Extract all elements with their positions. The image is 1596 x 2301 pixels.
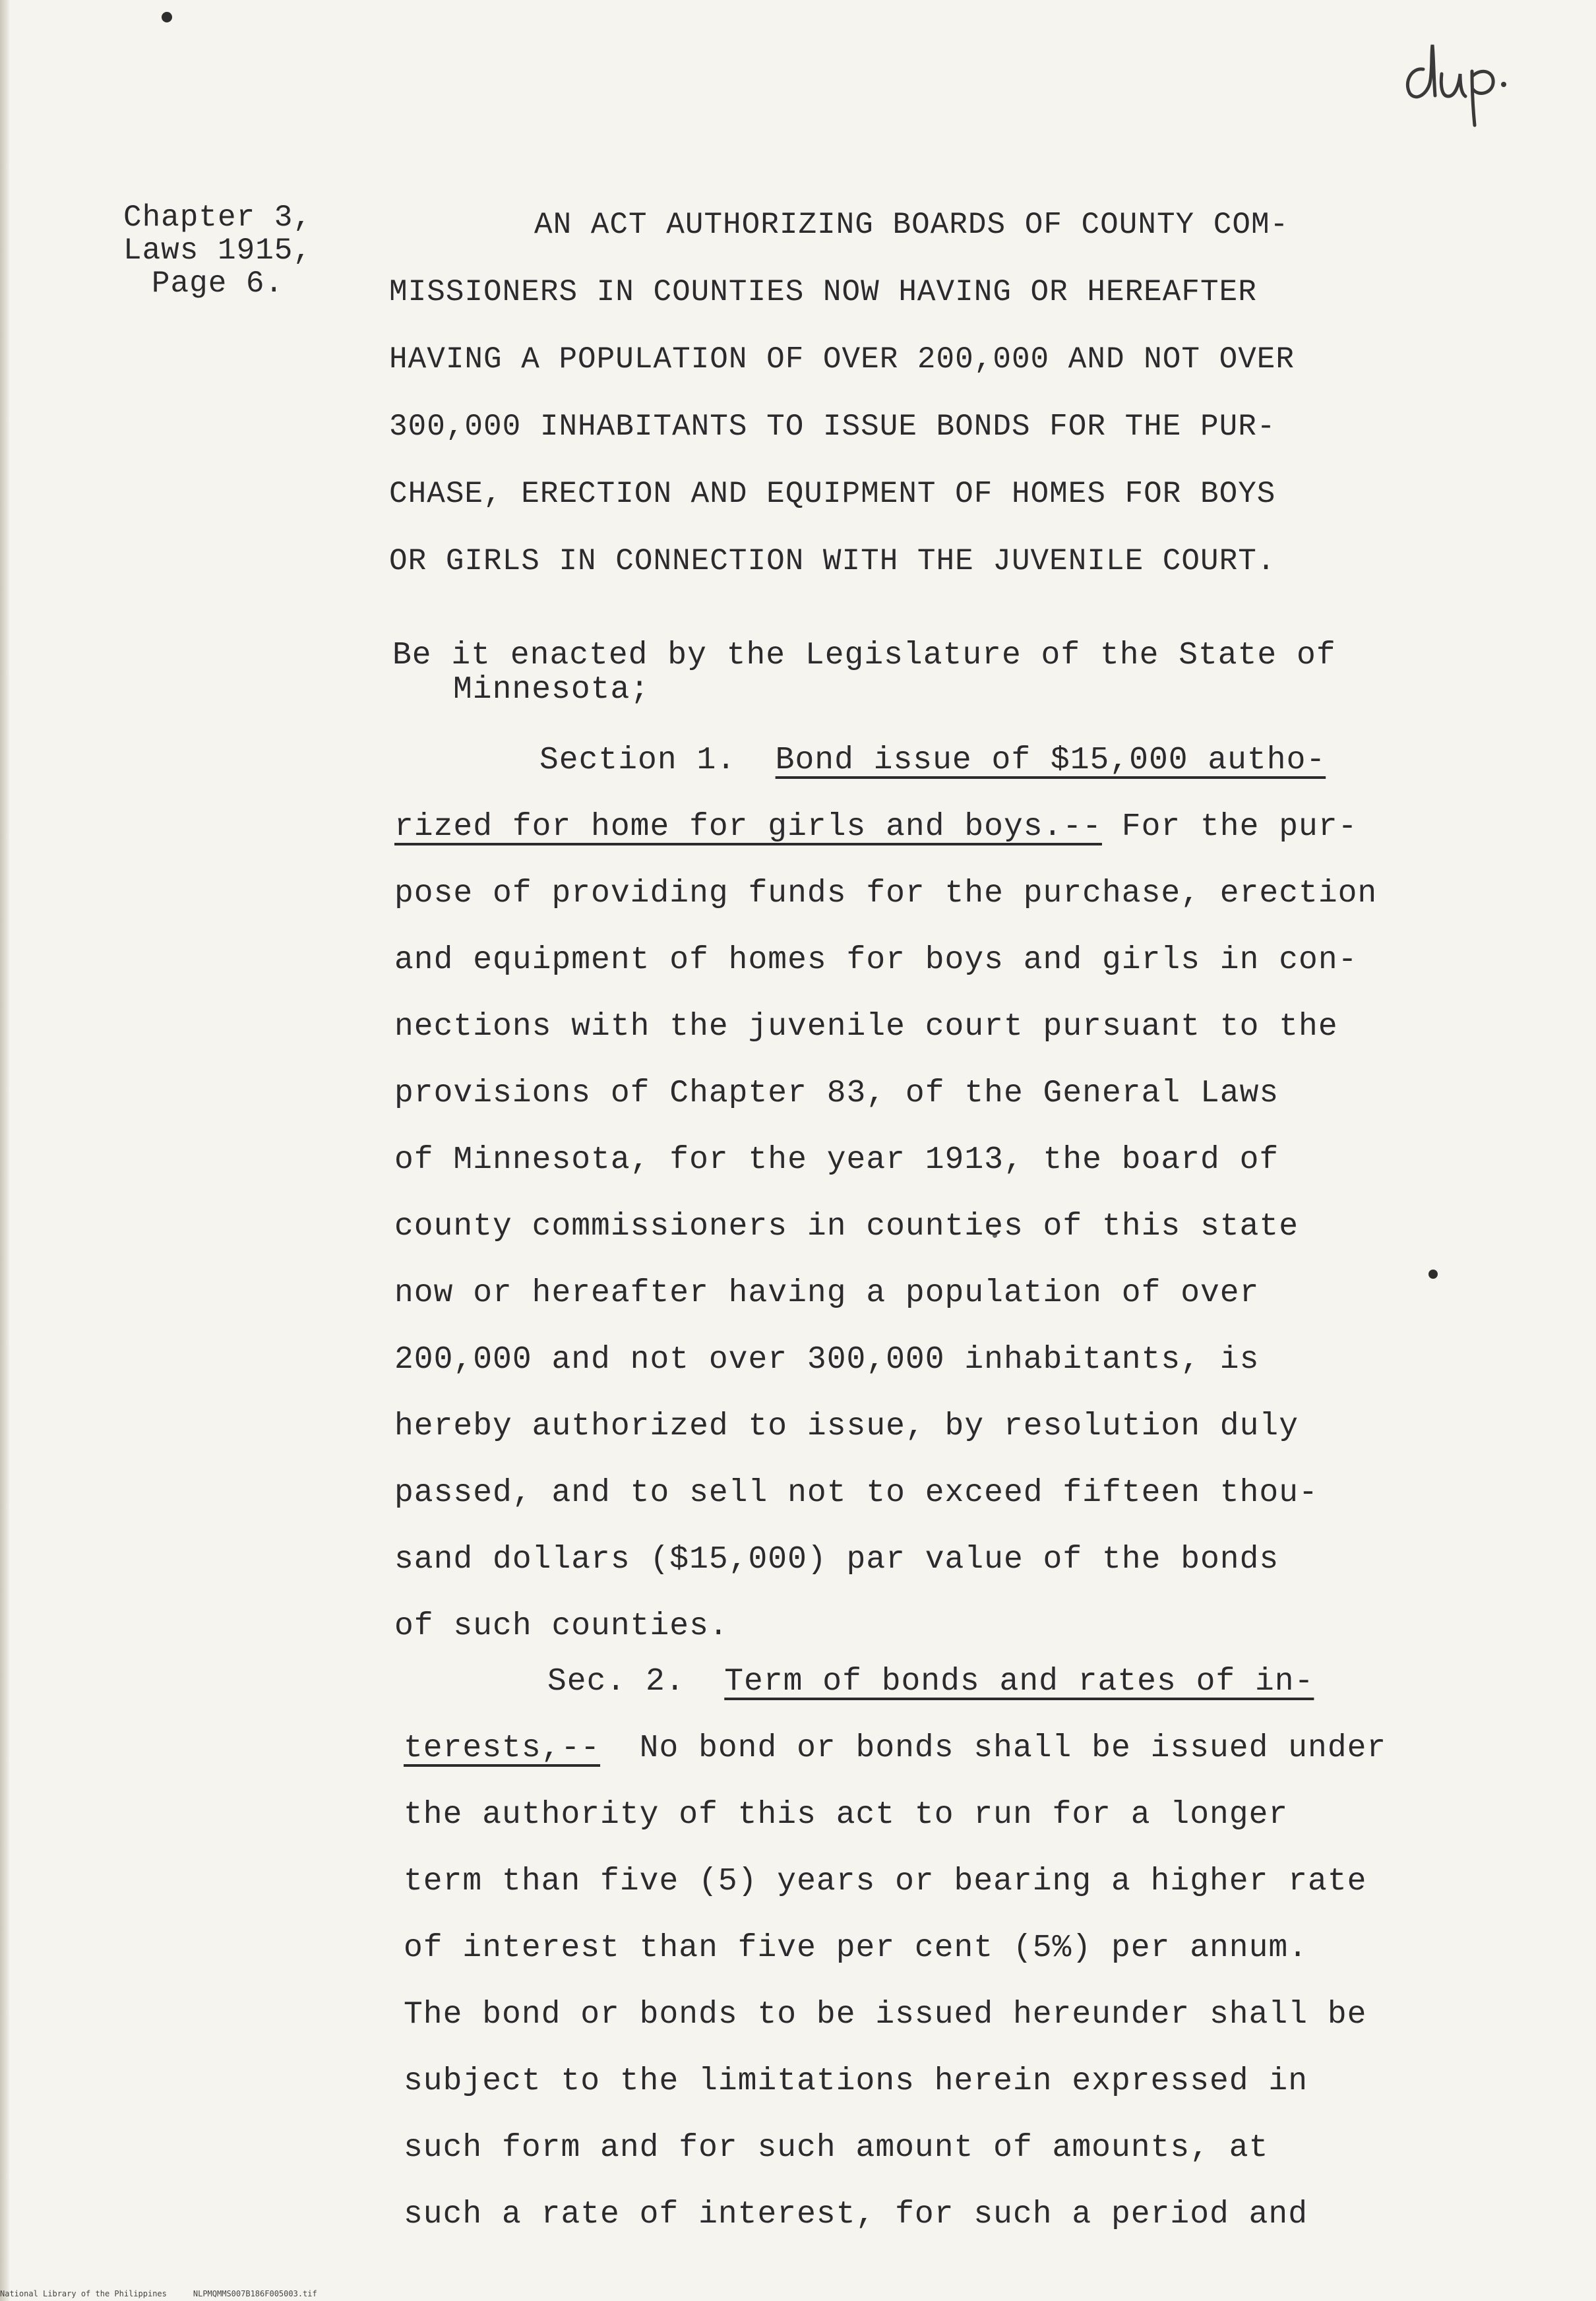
section-1-line: pose of providing funds for the purchase, erection [394, 876, 1378, 911]
act-title-line: HAVING A POPULATION OF OVER 200,000 AND NOT OVER [389, 342, 1295, 377]
section-2-text: No bond or bonds shall be issued under [639, 1731, 1387, 1766]
section-1-heading-line [394, 727, 1483, 794]
enacting-clause-line: Minnesota; [453, 672, 650, 708]
section-2-line: the authority of this act to run for a longer [404, 1797, 1289, 1833]
section-2-heading: Term of bonds and rates of in- [724, 1664, 1314, 1700]
margin-citation [99, 201, 336, 300]
act-title [389, 191, 1418, 595]
section-1-line: sand dollars ($15,000) par value of the bonds [394, 1542, 1279, 1578]
section-1-line: passed, and to sell not to exceed fifteen thou- [394, 1475, 1318, 1511]
handwriting-dup-icon [1398, 33, 1517, 132]
section-2-line: subject to the limitations herein expressed in [404, 2064, 1308, 2099]
section-1-line: 200,000 and not over 300,000 inhabitants, is [394, 1342, 1260, 1378]
page-left-edge [0, 0, 9, 2301]
section-2-line: term than five (5) years or bearing a higher rate [404, 1864, 1367, 1899]
section-1-line: hereby authorized to issue, by resolution duly [394, 1409, 1299, 1444]
section-1-line: of Minnesota, for the year 1913, the board of [394, 1142, 1279, 1178]
section-1-line: now or hereafter having a population of over [394, 1275, 1260, 1311]
section-1-line: of such counties. [394, 1609, 729, 1644]
enacting-clause-line: Be it enacted by the Legislature of the State of [392, 638, 1336, 673]
section-2 [404, 1649, 1492, 2248]
act-title-line: MISSIONERS IN COUNTIES NOW HAVING OR HEREAFTER [389, 275, 1257, 309]
ink-speck-top-left [162, 12, 172, 22]
section-2-line: of interest than five per cent (5%) per annum. [404, 1930, 1308, 1966]
section-1-label: Section 1. [539, 743, 737, 778]
section-2-heading-line [404, 1715, 1492, 1782]
scan-footer-file: NLPMQMMS007B186F005003.tif [193, 2289, 317, 2298]
section-1 [394, 727, 1483, 1660]
section-1-heading-cont: rized for home for girls and boys.-- [394, 809, 1102, 845]
scan-footer [0, 2289, 344, 2298]
section-1-line: nections with the juvenile court pursuant to the [394, 1009, 1338, 1045]
scan-footer-library: National Library of the Philippines [0, 2289, 167, 2298]
section-1-heading: Bond issue of $15,000 autho- [775, 743, 1326, 778]
section-2-label: Sec. 2. [547, 1664, 685, 1700]
section-2-heading-line [404, 1649, 1492, 1715]
handwritten-annotation-text [1398, 33, 1399, 34]
act-title-line: OR GIRLS IN CONNECTION WITH THE JUVENILE COURT. [389, 544, 1276, 578]
act-title-line: 300,000 INHABITANTS TO ISSUE BONDS FOR THE PUR- [389, 410, 1276, 444]
handwritten-annotation [1398, 33, 1517, 132]
section-1-line: and equipment of homes for boys and girls in con- [394, 942, 1358, 978]
act-title-line: AN ACT AUTHORIZING BOARDS OF COUNTY COM- [534, 208, 1289, 242]
section-1-text: For the pur- [1121, 809, 1358, 845]
section-2-line: such a rate of interest, for such a period and [404, 2197, 1308, 2232]
enacting-clause [392, 638, 1448, 707]
act-title-line: CHASE, ERECTION AND EQUIPMENT OF HOMES FOR BOYS [389, 477, 1276, 511]
margin-citation-page: Page 6. [151, 266, 284, 301]
section-1-line: provisions of Chapter 83, of the General Laws [394, 1076, 1279, 1111]
margin-citation-chapter: Chapter 3, [123, 200, 313, 235]
section-1-heading-line [394, 794, 1483, 861]
section-2-line: such form and for such amount of amounts, at [404, 2130, 1269, 2166]
section-2-heading-cont: terests,-- [404, 1731, 601, 1766]
margin-citation-laws: Laws 1915, [123, 233, 313, 268]
section-2-line: The bond or bonds to be issued hereunder shall be [404, 1997, 1367, 2033]
section-1-line: county commissioners in counties of this state [394, 1209, 1299, 1244]
